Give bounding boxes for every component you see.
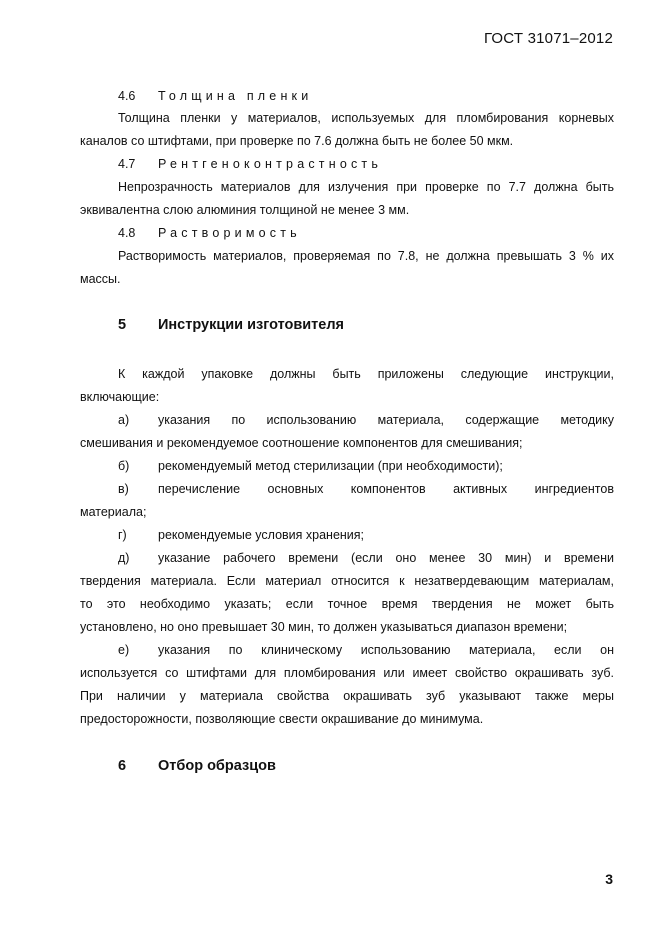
paragraph-line: Непрозрачность материалов для излучения при проверке по 7.7 должна быть <box>118 180 614 194</box>
list-item-label: а) <box>118 413 130 427</box>
list-item-label: д) <box>118 551 130 565</box>
list-item-label: в) <box>118 482 129 496</box>
section-number: 5 <box>118 317 127 333</box>
paragraph-line: предосторожности, позволяющие свести окрашивание до минимума. <box>80 712 484 726</box>
list-item-text: рекомендуемый метод стерилизации (при необходимости); <box>158 459 503 473</box>
paragraph-line: смешивания и рекомендуемое соотношение компонентов для смешивания; <box>80 436 523 450</box>
list-item-label: б) <box>118 459 130 473</box>
list-item-text: указания по использованию материала, содержащие методику <box>158 413 614 427</box>
list-item-text: перечисление основных компонентов активных ингредиентов <box>158 482 614 496</box>
paragraph-line: установлено, но оно превышает 30 мин, то должен указываться диапазон времени; <box>80 620 568 634</box>
paragraph-line: эквивалентна слою алюминия толщиной не менее 3 мм. <box>80 203 410 217</box>
paragraph-line: Растворимость материалов, проверяемая по 7.8, не должна превышать 3 % их <box>118 249 614 263</box>
paragraph-line: Толщина пленки у материалов, используемых для пломбирования корневых <box>118 111 614 125</box>
paragraph-line: материала; <box>80 505 147 519</box>
list-item-text: указание рабочего времени (если оно менее 30 мин) и времени <box>158 551 614 565</box>
paragraph-line: твердения материала. Если материал относится к незатвердевающим материалам, <box>80 574 614 588</box>
section-number: 6 <box>118 758 127 774</box>
list-item-text: указания по клиническому использованию материала, если он <box>158 643 614 657</box>
clause-title: Толщина пленки <box>158 89 313 103</box>
paragraph-line: каналов со штифтами, при проверке по 7.6 должна быть не более 50 мкм. <box>80 134 514 148</box>
paragraph-line: то это необходимо указать; если точное время твердения не может быть <box>80 597 614 611</box>
clause-title: Растворимость <box>158 226 301 240</box>
clause-number: 4.7 <box>118 157 136 171</box>
page-number: 3 <box>605 871 613 887</box>
paragraph-line: При наличии у материала свойства окрашивать зуб указывают также меры <box>80 689 614 703</box>
paragraph-line: массы. <box>80 272 121 286</box>
paragraph-line: включающие: <box>80 390 160 404</box>
paragraph-line: К каждой упаковке должны быть приложены следующие инструкции, <box>118 367 614 381</box>
clause-title: Рентгеноконтрастность <box>158 157 383 171</box>
clause-number: 4.8 <box>118 226 136 240</box>
document-header: ГОСТ 31071–2012 <box>483 30 613 47</box>
section-title: Отбор образцов <box>158 758 276 774</box>
paragraph-line: используется со штифтами для пломбирования или имеет свойство окрашивать зуб. <box>80 666 614 680</box>
list-item-text: рекомендуемые условия хранения; <box>158 528 365 542</box>
section-title: Инструкции изготовителя <box>158 317 345 333</box>
list-item-label: е) <box>118 643 130 657</box>
list-item-label: г) <box>118 528 127 542</box>
clause-number: 4.6 <box>118 89 136 103</box>
